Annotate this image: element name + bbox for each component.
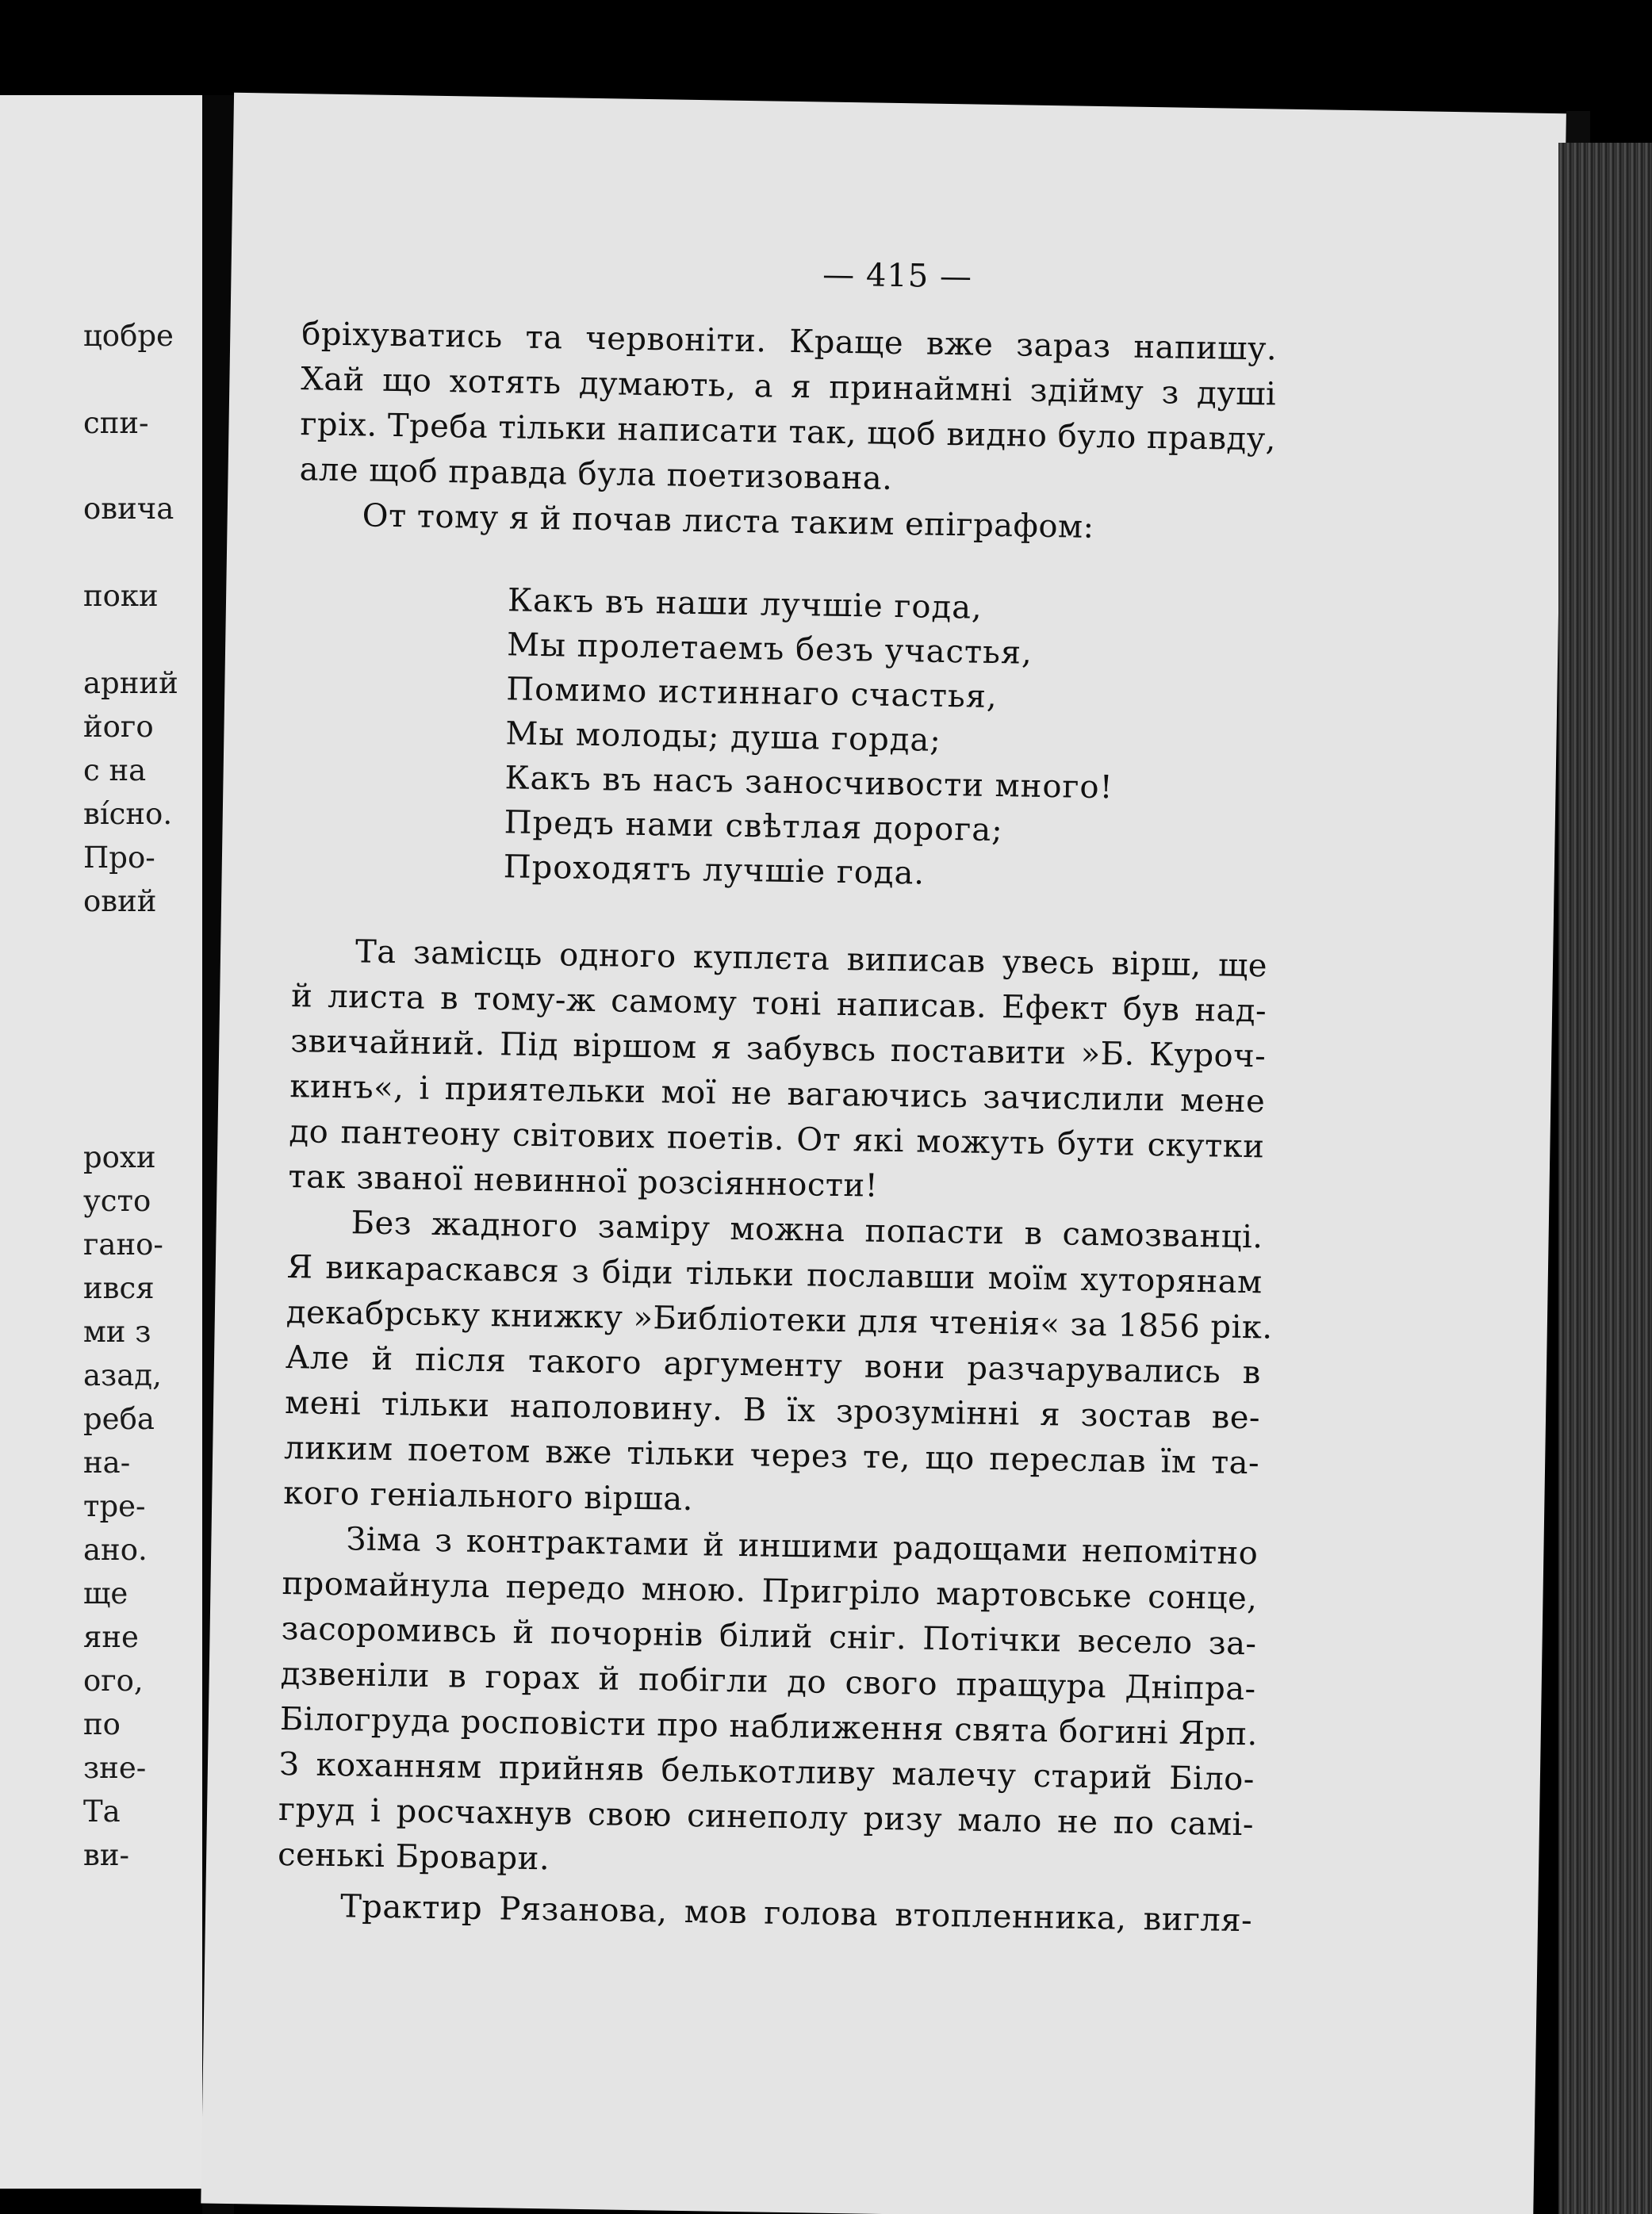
left-fragment: с на — [83, 753, 147, 787]
left-fragment: реба — [83, 1402, 155, 1436]
book-page-edges — [1558, 143, 1652, 2214]
left-fragment: гано- — [83, 1228, 163, 1262]
text-line: кого геніального вірша. — [283, 1475, 694, 1519]
left-fragment: усто — [83, 1184, 151, 1218]
poem-line: Какъ въ наши лучшіе года, — [507, 582, 983, 626]
left-fragment: по — [83, 1707, 121, 1741]
text-line: бріхуватись та червоніти. Краще вже зараз напишу. — [301, 316, 1278, 368]
poem-line: Какъ въ насъ заносчивости много! — [504, 760, 1113, 806]
left-fragment: ано. — [83, 1533, 148, 1567]
left-fragment: овий — [83, 884, 157, 918]
left-fragment: поки — [83, 579, 159, 613]
left-fragment: ві́сно. — [83, 797, 173, 831]
text-line: мені тільки наполовину. В їх зрозумінні я зостав ве- — [284, 1385, 1261, 1437]
text-line: ликим поетом вже тільки через те, що переслав їм та- — [283, 1430, 1260, 1482]
text-line: От тому я й почав листа таким епіграфом: — [362, 497, 1094, 546]
left-fragment: рохи — [83, 1140, 156, 1174]
left-fragment: спи- — [83, 406, 149, 440]
text-line: промайнула передо мною. Пригріло мартовське сонце, — [282, 1565, 1258, 1618]
left-fragment: овича — [83, 492, 174, 526]
text-line: кинъ«, і приятельки мої не вагаючись зачислили мене — [289, 1068, 1266, 1120]
text-line: так званої невинної розсіянности! — [288, 1159, 879, 1205]
left-fragment: його — [83, 710, 154, 744]
left-fragment: на- — [83, 1446, 131, 1480]
text-line: сенькі Бровари. — [277, 1836, 550, 1878]
text-line: Білогруда росповісти про наближення свята богині Ярп. — [279, 1700, 1259, 1753]
left-fragment: ви- — [83, 1838, 129, 1872]
text-line: груд і росчахнув свою синеполу ризу мало не по самі- — [278, 1791, 1255, 1844]
text-line: Трактир Рязанова, мов голова втопленника, вигля- — [339, 1888, 1253, 1940]
text-line: Але й після такого аргументу вони разчарувались в — [285, 1339, 1262, 1392]
text-line: до пантеону світових поетів. От які можуть бути скутки — [289, 1113, 1265, 1166]
left-fragment: тре- — [83, 1489, 146, 1523]
left-fragment: азад, — [83, 1358, 162, 1392]
text-line: З коханням прийняв белькотливу малечу старий Біло- — [278, 1745, 1255, 1798]
text-line: й листа в тому-ж самому тоні написав. Ефект був над- — [290, 978, 1267, 1030]
left-fragment: арний — [83, 666, 178, 700]
text-line: Зіма з контрактами й иншими радощами непомітно — [346, 1521, 1259, 1572]
poem-line: Мы молоды; душа горда; — [505, 715, 942, 759]
poem-line: Помимо истиннаго счастья, — [505, 671, 998, 716]
left-fragment: цобре — [83, 319, 174, 353]
left-fragment: ще — [83, 1576, 128, 1611]
text-line: але щоб правда була поетизована. — [299, 451, 893, 497]
text-line: Я викараскався з біди тільки пославши моїм хуторянам — [286, 1249, 1263, 1301]
page-number: — 415 — — [822, 256, 973, 296]
text-line: декабрську книжку »Библіотеки для чтенія« за 1856 рік. — [286, 1294, 1273, 1346]
main-page — [201, 93, 1566, 2214]
text-line: Та замісць одного куплєта виписав увесь вірш, ще — [355, 933, 1268, 985]
left-fragment: Та — [83, 1795, 121, 1829]
poem-line: Мы пролетаемъ безъ участья, — [506, 626, 1033, 672]
left-fragment: зне- — [83, 1751, 147, 1785]
left-page-fragment — [0, 95, 202, 2189]
text-line: гріх. Треба тільки написати так, щоб видно було правду, — [300, 406, 1277, 458]
left-fragment: ився — [83, 1271, 155, 1305]
text-line: Хай що хотять думають, а я принаймні здійму з душі — [301, 361, 1277, 413]
left-fragment: ми з — [83, 1315, 151, 1349]
left-fragment: Про- — [83, 841, 155, 875]
text-line: Без жадного заміру можна попасти в самозванці. — [351, 1205, 1263, 1256]
text-line: засоромивсь й почорнів білий сніг. Потічки весело за- — [281, 1610, 1257, 1663]
left-fragment: ого, — [83, 1664, 144, 1698]
left-fragment: яне — [83, 1620, 139, 1654]
poem-line: Предъ нами свѣтлая дорога; — [504, 804, 1003, 849]
text-line: дзвеніли в горах й побігли до свого пращура Дніпра- — [280, 1655, 1256, 1708]
text-line: звичайний. Під віршом я забувсь поставити »Б. Куроч- — [289, 1023, 1267, 1075]
poem-line: Проходятъ лучшіе года. — [503, 848, 926, 892]
